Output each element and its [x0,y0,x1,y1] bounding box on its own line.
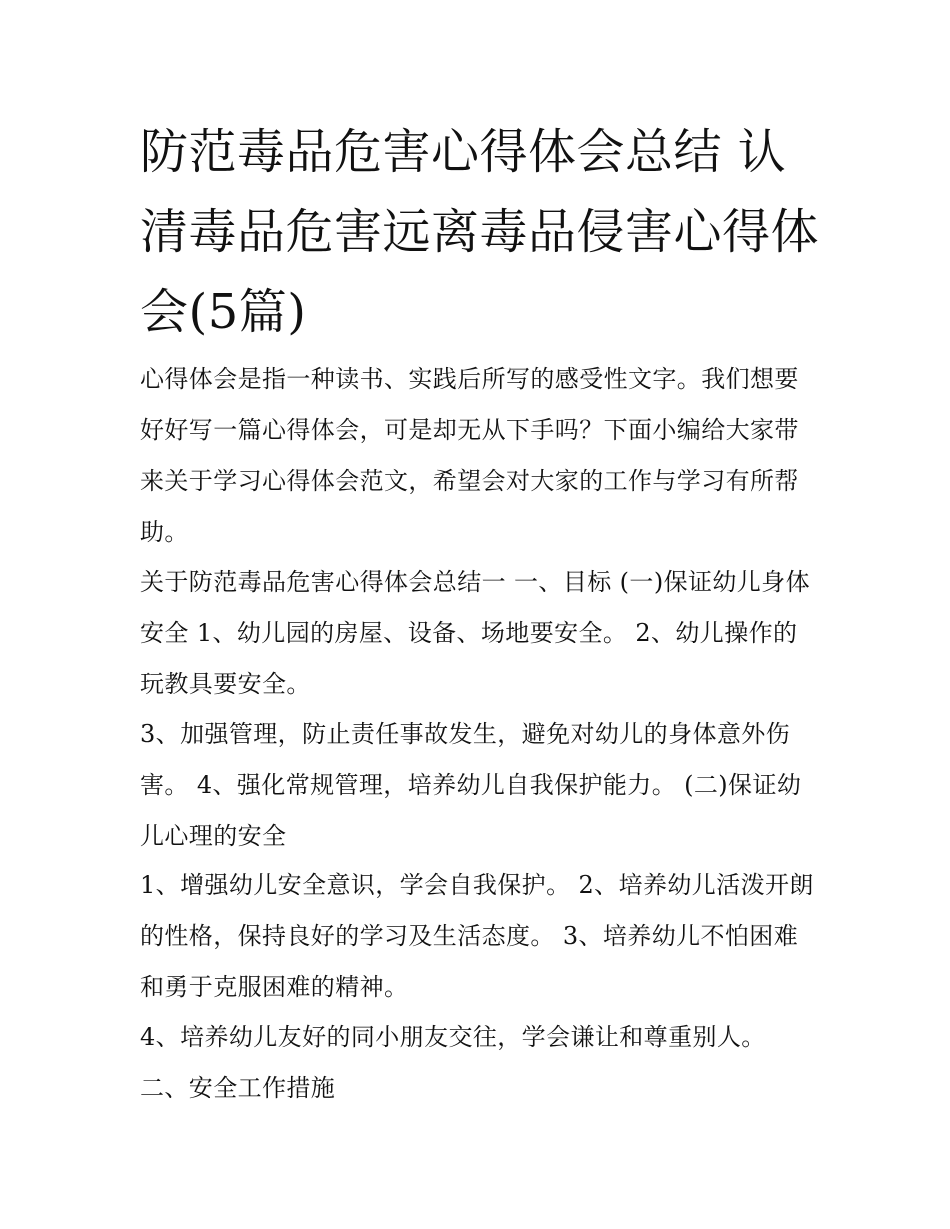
section-heading-measures: 二、安全工作措施 [140,1074,336,1102]
paragraph-friendship: 4、培养幼儿友好的同小朋友交往，学会谦让和尊重别人。 [140,1023,766,1051]
paragraph-intro: 心得体会是指一种读书、实践后所写的感受性文字。我们想要好好写一篇心得体会，可是却无从下手吗？下面小编给大家带来关于学习心得体会范文，希望会对大家的工作与学习有所帮助。 [140,365,799,546]
paragraph-psychological-safety: 1、增强幼儿安全意识，学会自我保护。 2、培养幼儿活泼开朗的性格，保持良好的学习及生活态度。 3、培养幼儿不怕困难和勇于克服困难的精神。 [140,871,814,1001]
document-title: 防范毒品危害心得体会总结 认清毒品危害远离毒品侵害心得体会(5篇) [140,124,820,340]
paragraph-management: 3、加强管理，防止责任事故发生，避免对幼儿的身体意外伤害。 4、强化常规管理，培养幼儿自我保护能力。 (二)保证幼儿心理的安全 [140,720,802,850]
paragraph-goal-physical-safety: 关于防范毒品危害心得体会总结一 一、目标 (一)保证幼儿身体安全 1、幼儿园的房屋、设备、场地要安全。 2、幼儿操作的玩教具要安全。 [140,568,810,698]
